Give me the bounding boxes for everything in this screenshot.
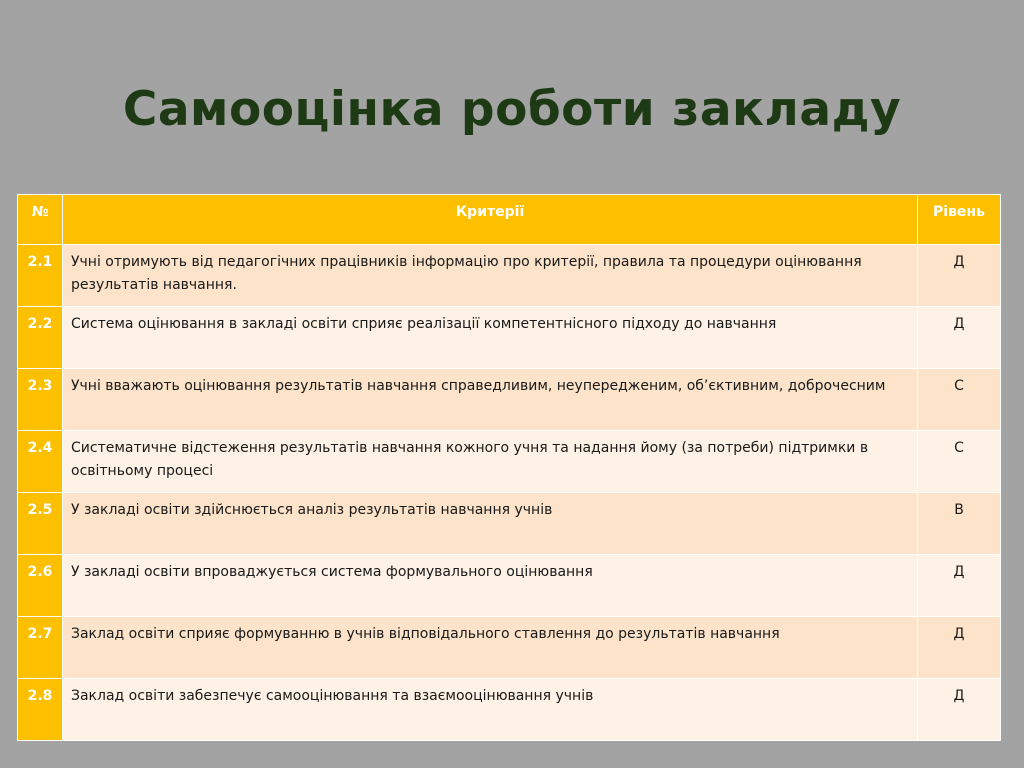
row-level: Д [918, 245, 1001, 307]
table-header-row [18, 195, 1001, 245]
row-criteria: У закладі освіти здійснюється аналіз результатів навчання учнів [63, 493, 918, 555]
criteria-table [17, 194, 1001, 741]
row-criteria: Заклад освіти забезпечує самооцінювання та взаємооцінювання учнів [63, 679, 918, 741]
row-level: В [918, 493, 1001, 555]
row-number: 2.8 [18, 679, 63, 741]
row-criteria: Учні вважають оцінювання результатів навчання справедливим, неупередженим, об’єктивним, доброчесним [63, 369, 918, 431]
header-level: Рівень [918, 195, 1001, 245]
row-criteria: У закладі освіти впроваджується система формувального оцінювання [63, 555, 918, 617]
table-row [18, 679, 1001, 741]
row-criteria: Систематичне відстеження результатів навчання кожного учня та надання йому (за потреби) підтримки в освітньому процесі [63, 431, 918, 493]
table-row [18, 493, 1001, 555]
slide-title: Самооцінка роботи закладу [122, 82, 902, 137]
row-number: 2.4 [18, 431, 63, 493]
row-level: С [918, 369, 1001, 431]
row-number: 2.5 [18, 493, 63, 555]
table-row [18, 555, 1001, 617]
table-row [18, 431, 1001, 493]
row-criteria: Учні отримують від педагогічних працівників інформацію про критерії, правила та процедури оцінювання результатів навчання. [63, 245, 918, 307]
row-criteria: Заклад освіти сприяє формуванню в учнів відповідального ставлення до результатів навчання [63, 617, 918, 679]
row-number: 2.2 [18, 307, 63, 369]
row-level: Д [918, 679, 1001, 741]
table-row [18, 617, 1001, 679]
row-level: Д [918, 617, 1001, 679]
header-criteria: Критерії [63, 195, 918, 245]
row-number: 2.3 [18, 369, 63, 431]
table-row [18, 307, 1001, 369]
row-level: Д [918, 307, 1001, 369]
row-level: Д [918, 555, 1001, 617]
row-number: 2.1 [18, 245, 63, 307]
row-level: С [918, 431, 1001, 493]
header-number: № [18, 195, 63, 245]
row-number: 2.7 [18, 617, 63, 679]
row-criteria: Система оцінювання в закладі освіти сприяє реалізації компетентнісного підходу до навчання [63, 307, 918, 369]
table-row [18, 369, 1001, 431]
table-row [18, 245, 1001, 307]
row-number: 2.6 [18, 555, 63, 617]
